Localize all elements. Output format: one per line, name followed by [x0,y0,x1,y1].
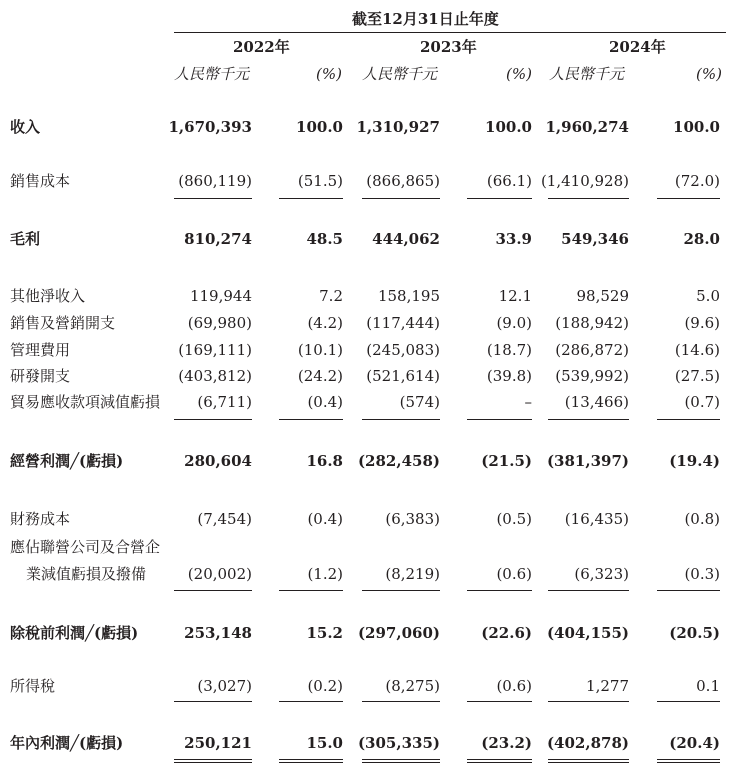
value-cell: (51.5) [297,172,343,190]
value-cell: 28.0 [683,230,720,248]
value-cell: (117,444) [366,314,440,332]
value-cell: (402,878) [546,734,629,752]
value-cell: (6,711) [197,393,252,411]
rule-line [174,590,252,591]
rule-line [279,701,343,702]
value-cell: (0.4) [307,393,343,411]
value-cell: (305,335) [357,734,440,752]
value-cell: (20,002) [187,565,252,583]
rule-line [467,198,532,199]
value-cell: 549,346 [561,230,629,248]
unit-percent-2024: (%) [696,65,722,83]
value-cell: (20.5) [669,624,720,642]
row-label: 經營利潤╱(虧損) [10,452,124,470]
unit-amount-2022: 人民幣千元 [174,65,250,83]
rule-line [362,701,440,702]
row-label: 財務成本 [10,510,71,528]
value-cell: (16,435) [564,510,629,528]
value-cell: 7.2 [319,287,343,305]
rule-line [657,198,720,199]
value-cell: (245,083) [366,341,440,359]
value-cell: (0.6) [496,677,532,695]
value-cell: (1,410,928) [540,172,629,190]
value-cell: (8,275) [385,677,440,695]
value-cell: (7,454) [197,510,252,528]
value-cell: 158,195 [377,287,440,305]
value-cell: (188,942) [555,314,629,332]
value-cell: (22.6) [481,624,532,642]
value-cell: 280,604 [184,452,252,470]
value-cell: (0.3) [684,565,720,583]
value-cell: (169,111) [178,341,252,359]
value-cell: (1.2) [307,565,343,583]
value-cell: (403,812) [178,367,252,385]
rule-line [657,419,720,420]
value-cell: 1,310,927 [356,118,440,136]
value-cell: 15.0 [306,734,343,752]
value-cell: (69,980) [187,314,252,332]
value-cell: 100.0 [296,118,343,136]
rule-line [174,701,252,702]
rule-line [467,419,532,420]
value-cell: (0.6) [496,565,532,583]
rule-line [548,419,629,420]
value-cell: (4.2) [307,314,343,332]
value-cell: 15.2 [306,624,343,642]
rule-line [279,590,343,591]
value-cell: (866,865) [366,172,440,190]
unit-percent-2022: (%) [316,65,342,83]
row-label: 除稅前利潤╱(虧損) [10,624,139,642]
rule-line [657,759,720,760]
value-cell: (21.5) [481,452,532,470]
unit-percent-2023: (%) [506,65,532,83]
rule-line [548,590,629,591]
value-cell: – [524,393,532,411]
rule-line [362,419,440,420]
rule-line [657,590,720,591]
value-cell: (404,155) [546,624,629,642]
rule-line [279,762,343,763]
value-cell: (0.8) [684,510,720,528]
value-cell: (39.8) [486,367,532,385]
value-cell: (6,323) [574,565,629,583]
rule-line [548,198,629,199]
value-cell: 1,277 [586,677,629,695]
value-cell: (297,060) [357,624,440,642]
rule-line [467,759,532,760]
row-label: 銷售成本 [10,172,71,190]
rule-line [174,198,252,199]
value-cell: (23.2) [481,734,532,752]
row-label: 所得稅 [10,677,56,695]
value-cell: 33.9 [495,230,532,248]
value-cell: (9.6) [684,314,720,332]
row-label: 應佔聯營公司及合營企 [10,538,161,556]
value-cell: (8,219) [385,565,440,583]
row-label: 年內利潤╱(虧損) [10,734,124,752]
row-label: 貿易應收款項減值虧損 [10,393,161,411]
rule-line [279,198,343,199]
value-cell: (14.6) [674,341,720,359]
value-cell: 0.1 [696,677,720,695]
year-2022: 2022年 [233,38,290,56]
unit-amount-2023: 人民幣千元 [362,65,438,83]
value-cell: (66.1) [486,172,532,190]
rule-line [467,590,532,591]
value-cell: (72.0) [674,172,720,190]
value-cell: (381,397) [546,452,629,470]
value-cell: (3,027) [197,677,252,695]
unit-amount-2024: 人民幣千元 [549,65,625,83]
value-cell: (574) [399,393,440,411]
value-cell: (0.7) [684,393,720,411]
value-cell: (13,466) [564,393,629,411]
value-cell: 119,944 [189,287,252,305]
year-2024: 2024年 [609,38,666,56]
value-cell: 253,148 [184,624,252,642]
value-cell: (19.4) [669,452,720,470]
value-cell: 100.0 [673,118,720,136]
value-cell: (6,383) [385,510,440,528]
rule-line [548,762,629,763]
rule-line [467,762,532,763]
value-cell: (286,872) [555,341,629,359]
row-label: 銷售及營銷開支 [10,314,116,332]
value-cell: (521,614) [366,367,440,385]
value-cell: 98,529 [576,287,629,305]
rule-line [548,759,629,760]
row-label: 管理費用 [10,341,71,359]
rule-line [279,759,343,760]
value-cell: 810,274 [184,230,252,248]
value-cell: 16.8 [306,452,343,470]
period-title: 截至12月31日止年度 [352,10,499,28]
rule-line [362,198,440,199]
rule-line [657,762,720,763]
value-cell: (27.5) [674,367,720,385]
value-cell: 444,062 [372,230,440,248]
value-cell: 100.0 [485,118,532,136]
rule-line [362,762,440,763]
row-label-continued: 業減值虧損及撥備 [26,565,147,583]
value-cell: (860,119) [178,172,252,190]
value-cell: (0.5) [496,510,532,528]
rule-line [467,701,532,702]
value-cell: (9.0) [496,314,532,332]
header-rule [174,32,726,33]
value-cell: 12.1 [498,287,532,305]
value-cell: (20.4) [669,734,720,752]
value-cell: (282,458) [357,452,440,470]
rule-line [362,759,440,760]
value-cell: (10.1) [297,341,343,359]
rule-line [174,762,252,763]
year-2023: 2023年 [420,38,477,56]
row-label: 收入 [10,118,41,136]
value-cell: (539,992) [555,367,629,385]
rule-line [174,759,252,760]
value-cell: 5.0 [696,287,720,305]
value-cell: 250,121 [184,734,252,752]
value-cell: (0.2) [307,677,343,695]
rule-line [548,701,629,702]
value-cell: (0.4) [307,510,343,528]
row-label: 毛利 [10,230,41,248]
row-label: 研發開支 [10,367,71,385]
value-cell: 48.5 [306,230,343,248]
rule-line [657,701,720,702]
value-cell: (24.2) [297,367,343,385]
value-cell: 1,670,393 [168,118,252,136]
value-cell: 1,960,274 [545,118,629,136]
rule-line [174,419,252,420]
rule-line [279,419,343,420]
value-cell: (18.7) [486,341,532,359]
row-label: 其他淨收入 [10,287,86,305]
rule-line [362,590,440,591]
